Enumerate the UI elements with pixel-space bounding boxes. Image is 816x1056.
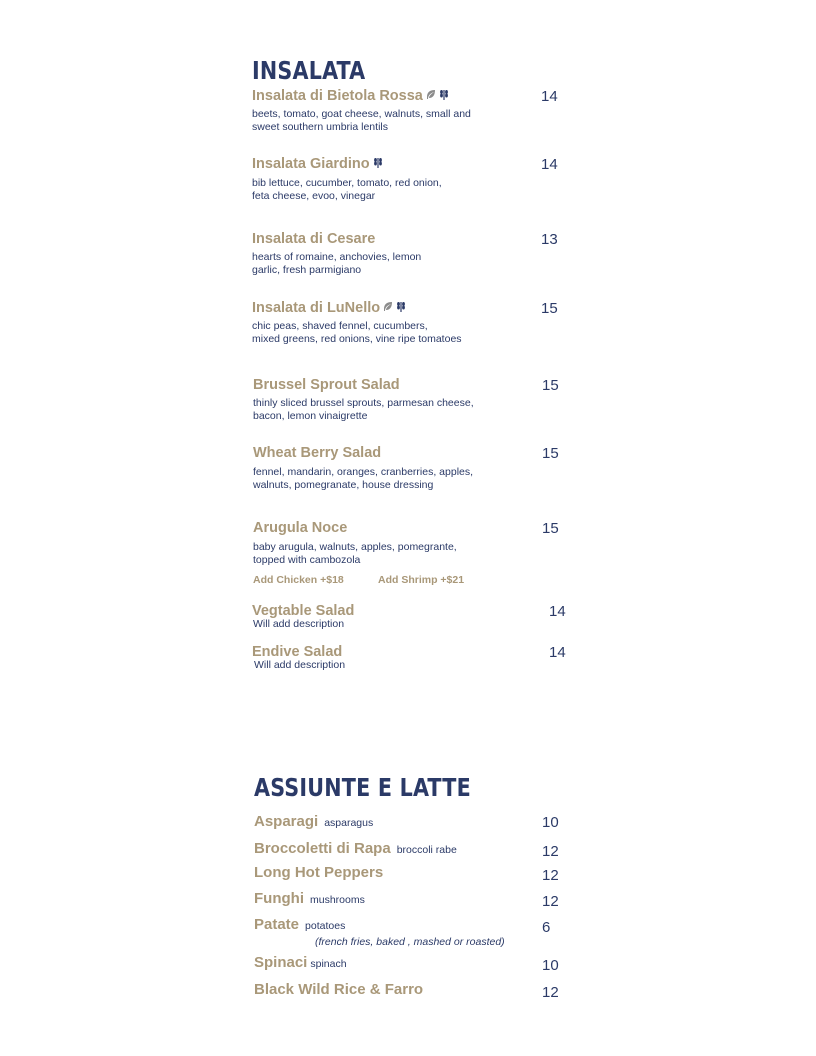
- menu-item-price: 15: [541, 300, 558, 317]
- menu-item-description: Will add description: [253, 618, 345, 630]
- menu-item-name: Insalata Giardino: [252, 156, 383, 172]
- side-item-price: 12: [542, 984, 559, 1001]
- menu-item-description: thinly sliced brussel sprouts, parmesan cheese, bacon, lemon vinaigrette: [253, 397, 474, 422]
- side-item-name: Funghi mushrooms: [254, 890, 365, 907]
- menu-item-price: 15: [542, 445, 559, 462]
- menu-item-name: Insalata di Cesare: [252, 231, 376, 247]
- menu-item-description: bib lettuce, cucumber, tomato, red onion, feta cheese, evoo, vinegar: [252, 177, 442, 202]
- addon-chicken: Add Chicken +$18: [253, 574, 344, 586]
- side-item-price: 10: [542, 814, 559, 831]
- section-title-insalata: INSALATA: [252, 57, 366, 86]
- menu-item-name: Insalata di Bietola Rossa: [252, 88, 449, 104]
- menu-item-price: 14: [541, 156, 558, 173]
- side-item-name: Black Wild Rice & Farro: [254, 981, 424, 998]
- menu-item-name: Insalata di LuNello: [252, 300, 406, 316]
- section-title-contorni: ASSIUNTE E LATTE: [254, 774, 471, 803]
- side-item-translation: broccoli rabe: [396, 844, 457, 856]
- side-item-translation: mushrooms: [309, 894, 365, 906]
- side-item-price: 12: [542, 893, 559, 910]
- gluten-free-wheat-icon: [439, 88, 449, 104]
- side-item-price: 6: [542, 919, 551, 936]
- side-item-name: Broccoletti di Rapa broccoli rabe: [254, 840, 457, 857]
- menu-item-name: Arugula Noce: [253, 520, 348, 536]
- menu-item-name: Vegtable Salad: [252, 603, 355, 619]
- gluten-free-wheat-icon: [373, 156, 383, 172]
- menu-item-description: hearts of romaine, anchovies, lemon garlic, fresh parmigiano: [252, 251, 422, 276]
- side-item-price: 12: [542, 843, 559, 860]
- side-item-name: Asparagi asparagus: [254, 813, 374, 830]
- menu-item-description: beets, tomato, goat cheese, walnuts, small and sweet southern umbria lentils: [252, 108, 471, 133]
- menu-item-price: 14: [541, 88, 558, 105]
- menu-item-price: 14: [549, 603, 566, 620]
- menu-item-name: Wheat Berry Salad: [253, 445, 382, 461]
- menu-item-description: chic peas, shaved fennel, cucumbers, mixed greens, red onions, vine ripe tomatoes: [252, 320, 462, 345]
- vegetarian-leaf-icon: [383, 300, 393, 316]
- addon-shrimp: Add Shrimp +$21: [378, 574, 465, 586]
- menu-item-price: 14: [549, 644, 566, 661]
- vegetarian-leaf-icon: [426, 88, 436, 104]
- side-item-note: (french fries, baked , mashed or roasted): [315, 936, 505, 948]
- side-item-name: Patate potatoes: [254, 916, 346, 933]
- gluten-free-wheat-icon: [396, 300, 406, 316]
- side-item-translation: spinach: [310, 958, 347, 970]
- menu-item-name: Brussel Sprout Salad: [253, 377, 400, 393]
- side-item-price: 10: [542, 957, 559, 974]
- side-item-price: 12: [542, 867, 559, 884]
- menu-item-description: baby arugula, walnuts, apples, pomegrante, topped with cambozola: [253, 541, 457, 566]
- side-item-name: Spinaci spinach: [254, 954, 347, 971]
- side-item-translation: potatoes: [305, 920, 346, 932]
- menu-item-description: Will add description: [254, 659, 346, 671]
- menu-item-description: fennel, mandarin, oranges, cranberries, apples, walnuts, pomegranate, house dressing: [253, 466, 474, 491]
- menu-item-price: 15: [542, 520, 559, 537]
- menu-item-price: 15: [542, 377, 559, 394]
- menu-item-name: Endive Salad: [252, 644, 343, 660]
- menu-item-price: 13: [541, 231, 558, 248]
- side-item-translation: asparagus: [324, 817, 374, 829]
- side-item-name: Long Hot Peppers: [254, 864, 384, 881]
